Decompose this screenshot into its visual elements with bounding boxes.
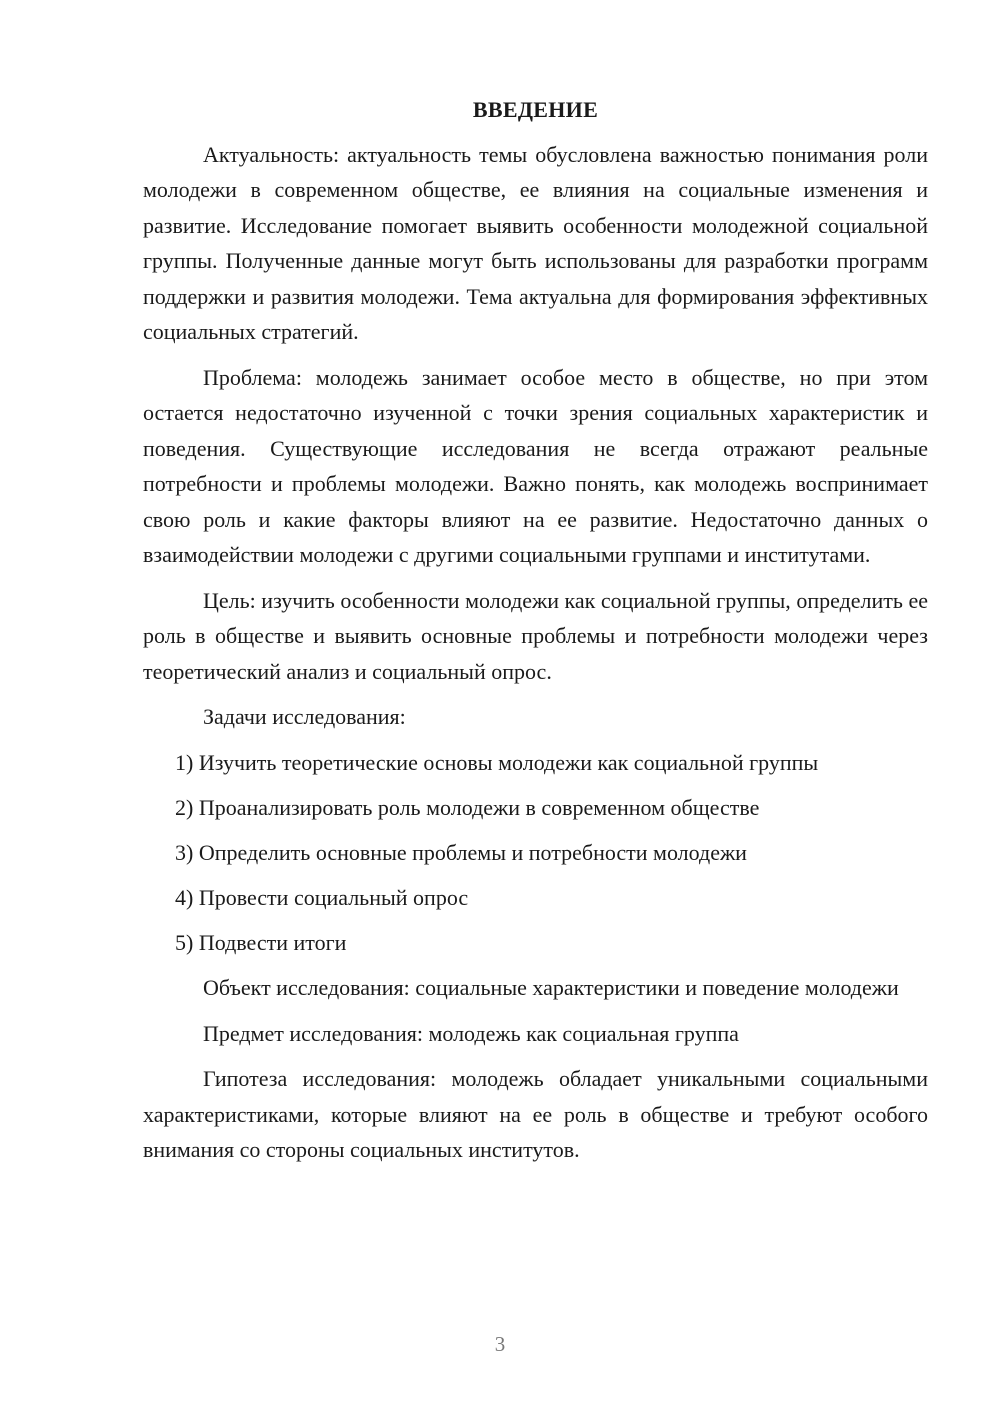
goal-paragraph: Цель: изучить особенности молодежи как социальной группы, определить ее роль в обществе и выявить основные проблемы и потребности молодежи через теоретический анализ и социальный опрос. <box>143 587 928 684</box>
section-heading: ВВЕДЕНИЕ <box>472 97 599 122</box>
task-item: 3) Определить основные проблемы и потребности молодежи <box>175 839 747 865</box>
task-item: 1) Изучить теоретические основы молодежи как социальной группы <box>175 749 819 775</box>
relevance-paragraph: Актуальность: актуальность темы обусловлена важностью понимания роли молодежи в современном обществе, ее влияния на социальные изменения и развитие. Исследование помогает выявить особенности молодежной социальной группы. Полученные данные могут быть использованы для разработки программ поддержки и развития молодежи. Тема актуальна для формирования эффективных социальных стратегий. <box>143 141 928 344</box>
page-number: 3 <box>494 1332 506 1356</box>
task-item: 2) Проанализировать роль молодежи в современном обществе <box>175 794 760 820</box>
tasks-title: Задачи исследования: <box>203 704 406 729</box>
object-paragraph: Объект исследования: социальные характеристики и поведение молодежи <box>203 975 899 1000</box>
document-page <box>143 92 928 1178</box>
problem-paragraph: Проблема: молодежь занимает особое место в обществе, но при этом остается недостаточно изученной с точки зрения социальных характеристик и поведения. Существующие исследования не всегда отражают реальные потребности и проблемы молодежи. Важно понять, как молодежь воспринимает свою роль и какие факторы влияют на ее развитие. Недостаточно данных о взаимодействии молодежи с другими социальными группами и институтами. <box>143 364 928 567</box>
task-item: 5) Подвести итоги <box>175 929 347 955</box>
hypothesis-paragraph: Гипотеза исследования: молодежь обладает уникальными социальными характеристиками, которые влияют на ее роль в обществе и требуют особого внимания со стороны социальных институтов. <box>143 1066 928 1162</box>
subject-paragraph: Предмет исследования: молодежь как социальная группа <box>203 1020 739 1046</box>
tasks-list <box>143 745 928 961</box>
task-item: 4) Провести социальный опрос <box>175 884 469 910</box>
